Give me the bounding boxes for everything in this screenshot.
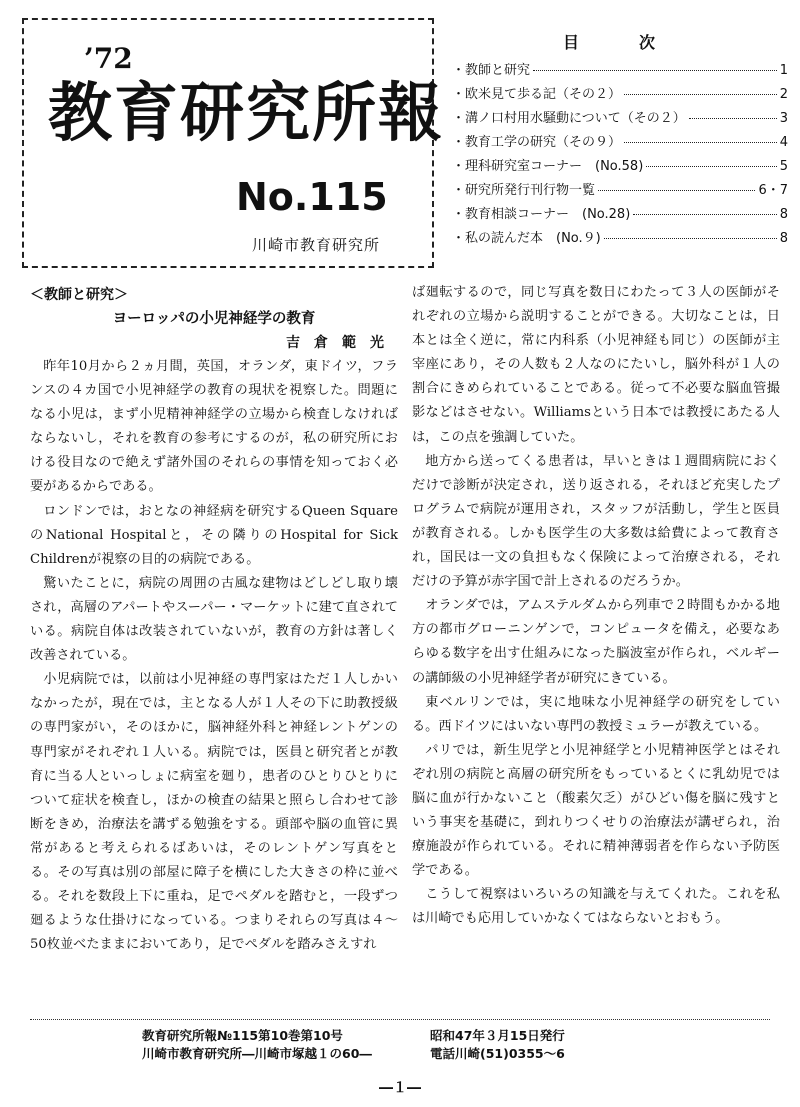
issue-number: No.115 [236,175,388,219]
masthead [22,18,444,268]
toc-item-title: ・私の読んだ本 (No.９) [452,231,601,246]
toc-item-title: ・理科研究室コーナー (No.58) [452,159,644,174]
toc-item [452,203,788,227]
toc-list [452,59,788,251]
article-paragraph: 小児病院では，以前は小児神経の専門家はただ１人しかいなかったが，現在では，主となる人が１人その下に助教授級の専門家がい，そのほかに，脳神経外科と神経レントゲンの専門家がそれぞれ１人いる。病院では，医員と研究者とが教育に当る人といっしょに病室を廻り，患者のひとりひとりについて症状を検査し，ほかの検査の結果と照らし合わせて診断をきめ，治療法を講ずる勉強をする。頭部や脳の血管に異常があると考えられるばあいは，そのレントゲン写真をとる。その写真は別の部屋に障子を横にした大きさの枠に並べる。それを数段上下に重ね，足でペダルを踏むと，一段ずつ廻るような仕掛けになっている。つまりそれらの写真は４～50枚並べたままにおいてあり，足でペダルを踏みさえすれ [30,672,398,953]
toc-item [452,227,788,251]
toc-item-title: ・教育工学の研究（その９） [452,135,622,150]
toc-leader [598,190,755,191]
article-author: 吉倉範光 [286,335,398,351]
toc-item [452,179,788,203]
imprint-issue-line: 教育研究所報№115第10巻第10号 [142,1028,343,1043]
toc-item [452,131,788,155]
toc-leader [624,142,777,143]
imprint-left [142,1027,372,1063]
article-paragraph: パリでは，新生児学と小児神経学と小児精神医学とはそれぞれ別の病院と高層の研究所をもっているとくに乳幼児では脳に血が行かないこと（酸素欠乏）がひどい傷を脳に残すという事実を基礎に，到れりつくせりの治療法が講ぜられ，治療施設が作られている。それに精神薄弱者を作らない予防医学である。 [412,742,780,879]
toc-item [452,83,788,107]
toc-item [452,59,788,83]
table-of-contents [452,30,788,260]
page-number: ―１― [379,1080,421,1096]
toc-item-page: 6・7 [758,183,788,198]
article-paragraph: 昨年10月から２ヵ月間，英国，オランダ，東ドイツ，フランスの４カ国で小児神経学の教育の現状を視察した。問題になる小児は，まず小児精神神経学の立場から検査しなければならないし，それを教育の参考にするのが，私の研究所における役目なので絶えず諸外国のそれらの事情を知っておく必要があるからである。 [30,359,398,495]
article-paragraph: ば廻転するので，同じ写真を数日にわたって３人の医師がそれぞれの立場から説明することができる。大切なことは，日本とは全く逆に，常に内科系（小児神経も同じ）の医師が主宰座にあり，その人数も２人なのにたいし，脳外科が１人の割合にきめられていることである。従って不必要な脳血管撮影などはさせない。Williamsという日本では教授にあたる人は，この点を強調していた。 [412,285,780,445]
imprint-right [430,1027,565,1063]
publisher-name: 川崎市教育研究所 [252,236,381,254]
masthead-title: 教育研究所報 [48,76,444,151]
toc-item-page: 8 [779,231,788,246]
article-paragraph: ロンドンでは，おとなの神経病を研究するQueen SquareのNational Hospitalと，その隣りのHospital for Sick Childrenが視察の目的の病院である。 [30,503,398,567]
toc-item-page: 2 [779,87,788,102]
toc-leader [604,238,777,239]
article-paragraph: こうして視察はいろいろの知識を与えてくれた。これを私は川崎でも応用していかなくてはならないとおもう。 [412,887,780,927]
toc-item-title: ・教育相談コーナー (No.28) [452,207,631,222]
toc-heading: 目 次 [562,33,677,52]
imprint-address-line: 川崎市教育研究所―川崎市塚越１の60― [142,1046,372,1061]
toc-item [452,155,788,179]
toc-item-page: 8 [779,207,788,222]
article-paragraph: オランダでは，アムステルダムから列車で２時間もかかる地方の都市グローニンゲンで，コンピュータを備え，必要なあらゆる数字を出す仕組みになった脳波室が作られ，ベルギーの講師級の小児神経学者が研究にきている。 [412,598,780,686]
toc-item-page: 5 [779,159,788,174]
article-paragraph: 驚いたことに，病院の周囲の古風な建物はどしどし取り壊され，高層のアパートやスーパー・マーケットに建て直されている。病院自体は改装されていないが，教育の方針は著しく改善されている。 [30,575,398,664]
toc-item-page: 3 [779,111,788,126]
toc-leader [646,166,776,167]
toc-leader [533,70,777,71]
article-paragraph: 東ベルリンでは，実に地味な小児神経学の研究をしている。西ドイツにはいない専門の教授ミュラーが教えている。 [412,694,780,734]
imprint-date-line: 昭和47年３月15日発行 [430,1028,565,1043]
article-title: ヨーロッパの小児神経学の教育 [112,311,316,327]
toc-item-title: ・研究所発行刊行物一覧 [452,183,596,198]
article-column-right [412,281,780,932]
toc-leader [624,94,777,95]
masthead-year: ’72 [84,42,133,75]
toc-item [452,107,788,131]
toc-item-page: 4 [779,135,788,150]
toc-item-title: ・教師と研究 [452,63,531,78]
toc-leader [689,118,777,119]
toc-item-page: 1 [779,63,788,78]
toc-item-title: ・溝ノ口村用水騒動について（その２） [452,111,686,126]
article-column-left [30,283,398,957]
imprint-phone-line: 電話川崎(51)0355～6 [430,1046,565,1061]
article-paragraph: 地方から送ってくる患者は，早いときは１週間病院におくだけで診断が決定され，送り返される，それほど充実したプログラムで病院が運用され，スタッフが活動し，学生と医員が教育される。しかも医学生の大多数は給費によって教育され，国民は一文の負担もなく保険によって治療される，それだけの予算が赤字国で計上されるのだろうか。 [412,453,780,590]
footer-divider [30,1019,770,1020]
section-label: ＜教師と研究＞ [30,287,128,303]
toc-item-title: ・欧米見て歩る記（その２） [452,87,622,102]
toc-leader [633,214,776,215]
